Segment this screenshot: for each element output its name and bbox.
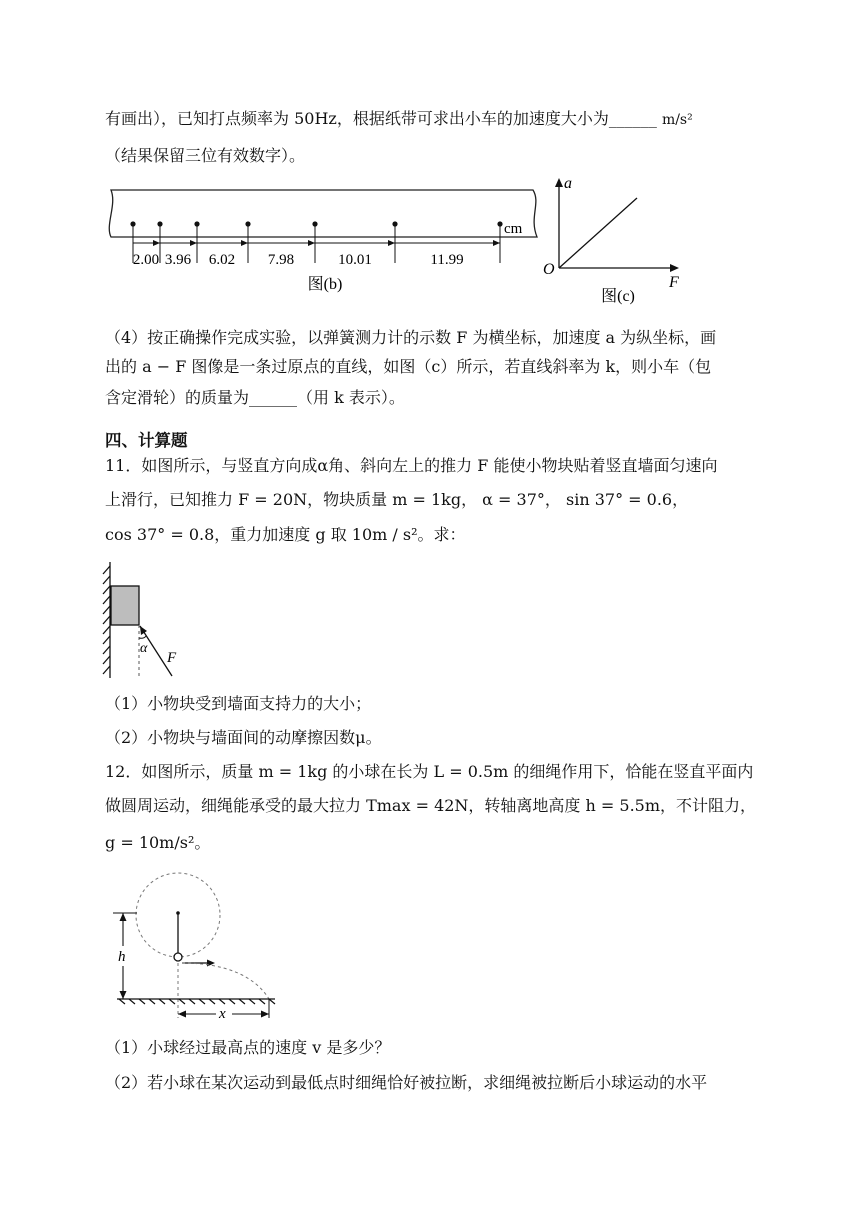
a-axis-arrow xyxy=(555,178,563,187)
h-label: h xyxy=(118,949,126,965)
f-axis-label: F xyxy=(669,274,679,291)
q11-line-1: 11．如图所示，与竖直方向成α角、斜向左上的推力 F 能使小物块贴着竖直墙面匀速向 xyxy=(105,456,718,475)
q11-sub-2: （2）小物块与墙面间的动摩擦因数μ。 xyxy=(105,728,382,747)
tape-unit: cm xyxy=(504,221,523,237)
circular-motion-figure xyxy=(105,866,285,1026)
q10-part4-line-3: 含定滑轮）的质量为______（用 k 表示）。 xyxy=(105,388,405,407)
q12-line-2: 做圆周运动，细绳能承受的最大拉力 Tmax = 42N，转轴离地高度 h = 5.5m，不计阻力， xyxy=(105,796,757,815)
wall xyxy=(103,562,110,678)
figure-c-caption: 图(c) xyxy=(601,288,635,305)
x-label: x xyxy=(219,1006,226,1022)
force-label: F xyxy=(167,650,177,666)
q11-sub-1: （1）小物块受到墙面支持力的大小； xyxy=(105,694,372,713)
tape-points xyxy=(130,221,502,226)
segment-label: 3.96 xyxy=(164,252,192,268)
segment-label: 7.98 xyxy=(267,252,295,268)
q11-line-2: 上滑行，已知推力 F = 20N，物块质量 m = 1kg， α = 37°， sin 37° = 0.6， xyxy=(105,490,689,509)
segment-label: 11.99 xyxy=(430,252,464,268)
section-title: 四、计算题 xyxy=(105,431,188,450)
q10-line-2: （结果保留三位有效数字）。 xyxy=(105,146,306,165)
q12-line-3: g = 10m/s²。 xyxy=(105,833,211,852)
a-f-line xyxy=(559,198,637,268)
angle-arc xyxy=(139,636,146,638)
force-arrow xyxy=(140,626,147,635)
ground xyxy=(117,999,275,1004)
block xyxy=(111,586,139,625)
q10-line-1 xyxy=(105,108,693,131)
f-axis-arrow xyxy=(670,264,679,272)
tape-figure xyxy=(105,185,545,300)
ball xyxy=(174,953,182,961)
segment-label: 10.01 xyxy=(338,252,372,268)
q12-sub-2: （2）若小球在某次运动到最低点时细绳恰好被拉断，求细绳被拉断后小球运动的水平 xyxy=(105,1073,708,1092)
segment-label: 2.00 xyxy=(132,252,160,268)
figure-b-caption: 图(b) xyxy=(307,276,343,293)
a-axis-label: a xyxy=(564,175,572,192)
q11-line-3: cos 37° = 0.8，重力加速度 g 取 10m / s²。求： xyxy=(105,525,466,544)
q10-part4-line-1: （4）按正确操作完成实验，以弹簧测力计的示数 F 为横坐标，加速度 a 为纵坐标，画 xyxy=(105,328,717,347)
q12-line-1: 12．如图所示，质量 m = 1kg 的小球在长为 L = 0.5m 的细绳作用下，恰能在竖直平面内 xyxy=(105,762,754,781)
q10-part4-line-2: 出的 a − F 图像是一条过原点的直线，如图（c）所示，若直线斜率为 k，则小车（包 xyxy=(105,357,712,376)
a-f-graph xyxy=(535,170,695,310)
projectile-path xyxy=(182,963,269,999)
q12-sub-1: （1）小球经过最高点的速度 v 是多少？ xyxy=(105,1038,391,1057)
alpha-label: α xyxy=(140,641,148,656)
acceleration-unit: m/s² xyxy=(661,112,693,128)
wall-block-figure xyxy=(100,558,200,683)
paper-tape xyxy=(109,190,537,237)
segment-label: 6.02 xyxy=(208,252,236,268)
origin-label: O xyxy=(543,261,555,278)
pivot xyxy=(176,911,180,915)
q10-line-1-text: 有画出），已知打点频率为 50Hz，根据纸带可求出小车的加速度大小为______ xyxy=(105,109,657,128)
